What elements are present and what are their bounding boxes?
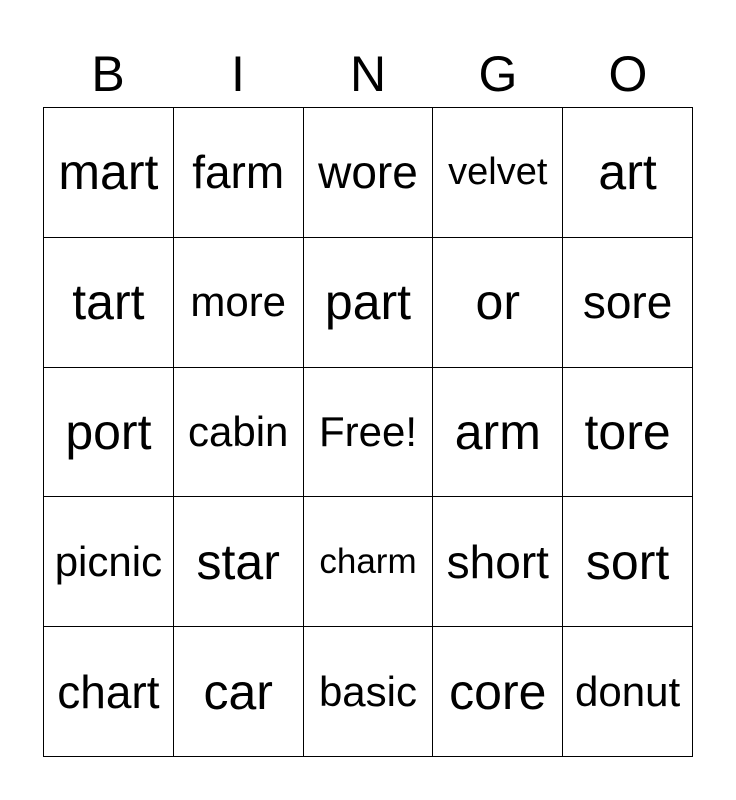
bingo-cell[interactable]: velvet [433,108,563,238]
bingo-cell[interactable]: car [174,627,304,757]
header-letter-n: N [349,46,387,102]
bingo-cell[interactable]: port [44,368,174,498]
bingo-cell[interactable]: farm [174,108,304,238]
bingo-grid [43,107,693,757]
bingo-cell[interactable]: basic [304,627,434,757]
bingo-cell[interactable]: sore [563,238,693,368]
bingo-cell[interactable]: wore [304,108,434,238]
header-letter-o: O [608,46,648,102]
bingo-cell[interactable]: star [174,497,304,627]
free-space[interactable]: Free! [304,368,434,498]
header-letter-g: G [478,46,518,102]
bingo-cell[interactable]: mart [44,108,174,238]
bingo-cell[interactable]: charm [304,497,434,627]
bingo-cell[interactable]: picnic [44,497,174,627]
bingo-cell[interactable]: arm [433,368,563,498]
bingo-cell[interactable]: cabin [174,368,304,498]
bingo-cell[interactable]: art [563,108,693,238]
bingo-cell[interactable]: core [433,627,563,757]
header-letter-b: B [91,46,125,102]
bingo-cell[interactable]: part [304,238,434,368]
bingo-cell[interactable]: tart [44,238,174,368]
bingo-cell[interactable]: sort [563,497,693,627]
bingo-cell[interactable]: or [433,238,563,368]
bingo-cell[interactable]: donut [563,627,693,757]
bingo-cell[interactable]: chart [44,627,174,757]
bingo-header [43,40,693,108]
bingo-cell[interactable]: short [433,497,563,627]
bingo-cell[interactable]: more [174,238,304,368]
bingo-cell[interactable]: tore [563,368,693,498]
header-letter-i: I [231,46,245,102]
